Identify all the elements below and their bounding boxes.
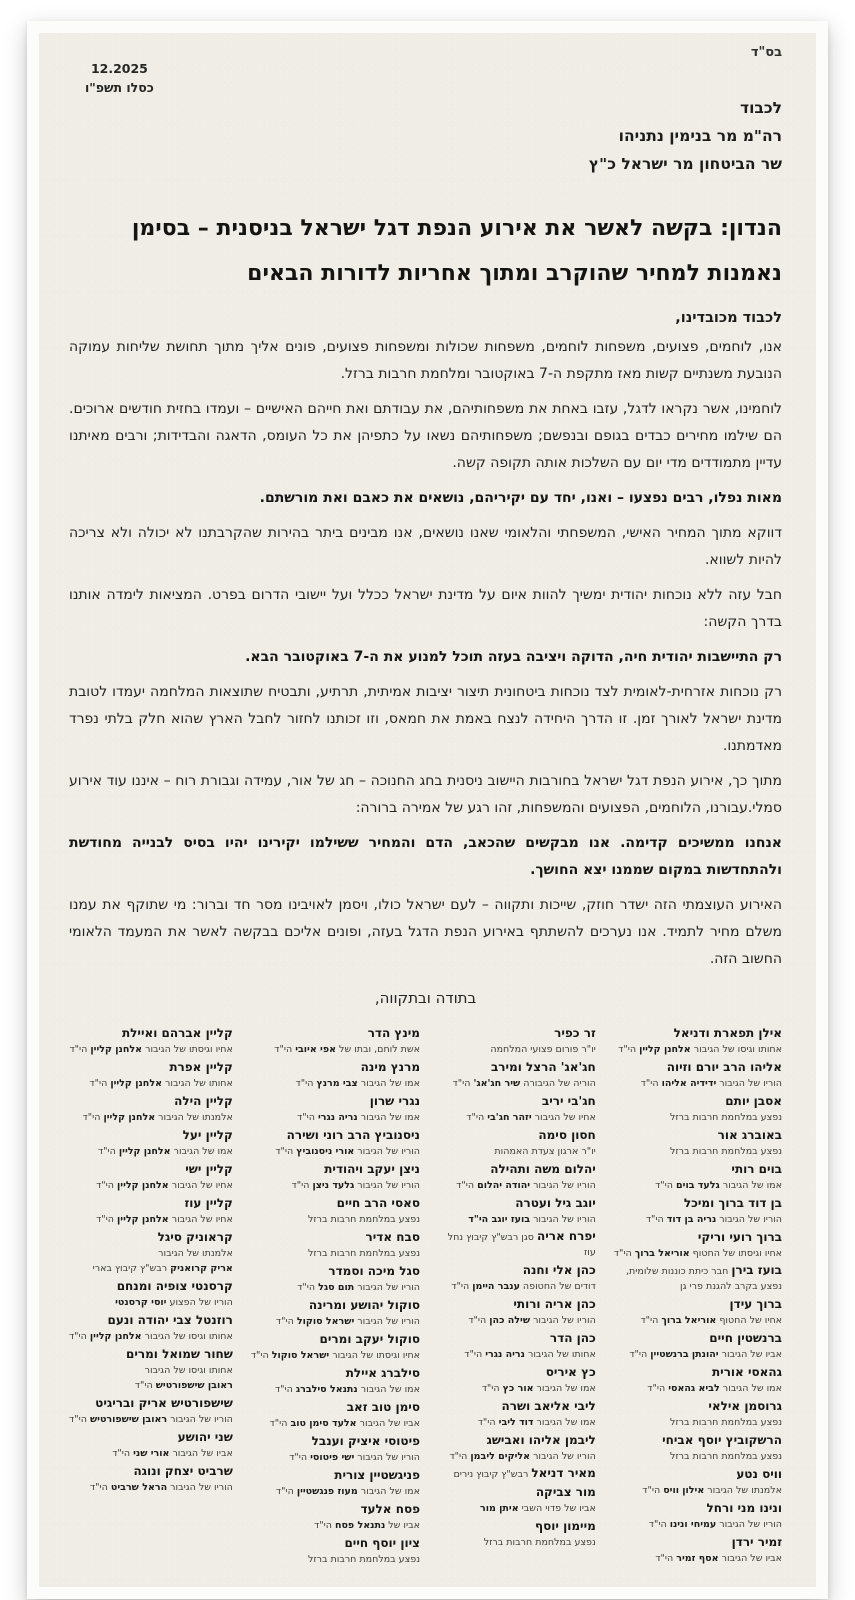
signatory-name: חסון סימה: [538, 1128, 596, 1142]
signatory-entry: [438, 1195, 596, 1227]
signatory-name: פיטוסי איציק וענבל: [311, 1434, 420, 1448]
signatory-name: סילברג איילת: [345, 1366, 420, 1380]
signatory-entry: [438, 1432, 596, 1464]
signatory-description: נפצע במלחמת חרבות ברזל: [307, 1248, 420, 1259]
recipient-block: [69, 94, 782, 178]
signatory-name: אסבן יותם: [725, 1094, 782, 1108]
signatory-name: יוגב גיל ועטרה: [515, 1196, 596, 1210]
signatory-entry: [69, 1278, 233, 1310]
bsd-mark: בס"ד: [750, 45, 782, 60]
signatory-entry: [69, 1346, 233, 1393]
subject-title: הנדון: בקשה לאשר את אירוע הנפת דגל ישראל בניסנית – בסימן נאמנות למחיר שהוקרב ומתוך אחריות לדורות הבאים: [131, 216, 782, 286]
signatory-name: קליין עוז: [184, 1196, 233, 1210]
signatory-name: ברנשטין חיים: [709, 1331, 782, 1345]
signatory-entry: [438, 1296, 596, 1328]
signatory-description: אחיו של הגיבור יזהר חג'בי הי"ד: [466, 1112, 596, 1123]
recipient-line-honorific: לכבוד: [739, 99, 782, 117]
signatory-description: אחיו של החטוף אוריאל ברוך הי"ד: [640, 1315, 782, 1326]
signatories-column: [614, 1025, 782, 1569]
letter-paragraph: לוחמינו, אשר נקראו לדגל, עזבו באחת את משפחותיהם, את עבודתם ואת חייהם האישיים – ועמדו בחזית חודשים ארוכים. הם שילמו מחירים כבדים בגופם ובנפשם; משפחותיהם נשאו על כתפיהן את כל העומס, הדאגה והבדידות; ורבים מאיתנו עדיין מתמודדים מדי יום עם השלכות אותה תקופה קשה.: [69, 401, 782, 471]
signatory-description: אחיו של הגיבור אלחנן קליין הי"ד: [96, 1214, 233, 1225]
signatory-entry: [614, 1398, 782, 1430]
signatory-description: נפצע במלחמת חרבות ברזל: [669, 1417, 782, 1428]
signatory-name: נגרי שרון: [369, 1094, 420, 1108]
signatory-name: מאיר דניאל: [531, 1466, 596, 1480]
signatory-name: כהן אריה ורותי: [513, 1297, 596, 1311]
signatory-description: דודים של החטופה ענבר היימן הי"ד: [451, 1281, 596, 1292]
signatory-description: אחיו וגיסתו של החטוף אוריאל ברוך הי"ד: [613, 1248, 782, 1259]
signatory-entry: [614, 1059, 782, 1091]
signatory-name: הרשקוביץ יוסף אביחי: [662, 1433, 782, 1447]
signatory-name: ברוך עידן: [729, 1297, 782, 1311]
signatory-description: הוריו של הגיבור אורי ניסנוביץ הי"ד: [275, 1146, 420, 1157]
signatory-description: הוריה של הגיבורה שיר חג'אג' הי"ד: [452, 1078, 596, 1089]
signatory-name: אליהו הרב יורם וזיוה: [666, 1060, 782, 1074]
signatory-entry: [69, 1229, 233, 1276]
signatory-entry: [69, 1127, 233, 1159]
signatory-description: נפצע במלחמת חרבות ברזל: [669, 1146, 782, 1157]
signatory-name: ציון יוסף חיים: [344, 1536, 420, 1550]
signatory-entry: [438, 1330, 596, 1362]
signatory-description: אביו של הגיבור אסף זמיר הי"ד: [655, 1553, 782, 1564]
signatory-description: הוריו של הגיבור ישראל סוקול הי"ד: [275, 1316, 420, 1327]
signatory-name: קליין יעל: [182, 1128, 233, 1142]
letter-paragraph: חבל עזה ללא נוכחות יהודית ימשיך להוות איום על מדינת ישראל ככלל ועל יישובי הדרום בפרט. המציאות לימדה אותנו בדרך הקשה:: [69, 587, 782, 630]
signatory-description: הוריו של הגיבור נריה בן דוד הי"ד: [645, 1214, 782, 1225]
signatory-entry: [251, 1433, 420, 1465]
signatory-entry: [438, 1364, 596, 1396]
signatory-description: הוריו של הגיבור עמיחי ונינו הי"ד: [648, 1519, 782, 1530]
signatory-entry: [438, 1059, 596, 1091]
signatory-inline: בועז בירן חבר כיתת כוננות שלומית, נפצע בקרב להגנת פרי גן: [626, 1263, 782, 1292]
signatory-description: הוריו של הגיבור הראל שרביט הי"ד: [90, 1482, 233, 1493]
signatory-name: גהאסי אורית: [711, 1365, 782, 1379]
letter-paragraph: רק נוכחות אזרחית-לאומית לצד נוכחות ביטחונית תיצור יציבות אמיתית, תרתיע, ותבטיח שתוצאות המלחמה יעמדו לטובת מדינת ישראל לאורך זמן. זו הדרך היחידה לנצח באמת את חמאס, וזו זכותנו לחזור לחבל הארץ שהוא חלק בלתי נפרד מאדמתנו.: [69, 684, 782, 754]
signatory-entry: [251, 1229, 420, 1261]
signatory-description: הוריו של הגיבור גלעד ניצן הי"ד: [291, 1180, 420, 1191]
signatory-name: חג'בי יריב: [541, 1094, 596, 1108]
signatory-description: אלמנתו של הגיבור אלחנן קליין הי"ד: [82, 1112, 233, 1123]
letter-sheet: [39, 33, 816, 1587]
signatory-name: מרנץ מינה: [360, 1060, 420, 1074]
signatory-entry: [614, 1364, 782, 1396]
signatory-name: ברוך רועי וריקי: [697, 1230, 782, 1244]
letter-document: [27, 21, 828, 1599]
signatory-name: זמיר ירדן: [731, 1535, 782, 1549]
signatory-name: קראוניק סיגל: [157, 1230, 233, 1244]
signatory-entry: [614, 1466, 782, 1498]
signatory-entry: [438, 1127, 596, 1159]
signatory-description: אביו של הגיבור אלעד סימן טוב הי"ד: [269, 1418, 420, 1429]
signatory-entry: [251, 1059, 420, 1091]
signatory-description: אביו של נתנאל פסח הי"ד: [314, 1520, 420, 1531]
signatory-name: פסח אלעד: [360, 1502, 420, 1516]
signatory-entry: [251, 1297, 420, 1329]
signatory-entry: [614, 1161, 782, 1193]
signatory-entry: [251, 1025, 420, 1057]
signatory-entry: [251, 1331, 420, 1363]
signatory-entry: [251, 1127, 420, 1159]
signatory-name: גרוסמן אילאי: [708, 1399, 782, 1413]
signatory-description: אלמנתו של הגיבור אילון וויס הי"ד: [642, 1485, 782, 1496]
signatory-name: ניצן יעקב ויהודית: [324, 1162, 420, 1176]
signatory-name: אילן תפארת ודניאל: [673, 1026, 782, 1040]
signatory-name: קליין ישי: [185, 1162, 233, 1176]
signatory-entry: [251, 1263, 420, 1295]
signatory-entry: [614, 1432, 782, 1464]
signatory-entry: [614, 1127, 782, 1159]
signatory-name: קליין הילה: [174, 1094, 233, 1108]
signatory-entry: [251, 1467, 420, 1499]
signatory-description: הוריו של הגיבור אליקים ליבמן הי"ד: [449, 1451, 596, 1462]
signatories-column: [69, 1025, 233, 1569]
signatory-entry: [614, 1500, 782, 1532]
signatory-entry: [69, 1312, 233, 1344]
signatory-name: מינץ הדר: [367, 1026, 420, 1040]
signatory-entry: [438, 1484, 596, 1516]
signatory-entry: [251, 1535, 420, 1567]
signatory-inline: מאיר דניאל רבש"ץ קיבוץ נירים: [453, 1466, 596, 1480]
signatory-entry: [438, 1398, 596, 1430]
signatory-name: סימן טוב זאב: [346, 1400, 420, 1414]
signatory-description: אמו של הגיבור צבי מרנץ הי"ד: [295, 1078, 420, 1089]
signatory-description: יו"ר ארגון צעדת האמהות: [494, 1146, 596, 1157]
signatory-description: אמו של הגיבור נריה נגרי הי"ד: [297, 1112, 420, 1123]
signatory-description: אחותו וגיסו של הגיבור אלחנן קליין הי"ד: [69, 1331, 233, 1342]
signatory-name: יפרח אריה: [536, 1229, 596, 1243]
signatory-entry: [251, 1501, 420, 1533]
signatory-entry: [69, 1195, 233, 1227]
signatory-description: אשת לוחם, ובתו של אפי איובי הי"ד: [274, 1044, 420, 1055]
signatory-entry: [251, 1195, 420, 1227]
signatory-entry: [251, 1161, 420, 1193]
signatory-name: קרסנטי צופיה ומנחם: [116, 1279, 233, 1293]
signatory-description: נפצע במלחמת חרבות ברזל: [307, 1214, 420, 1225]
signatory-description: הוריו של הגיבור תום סגל הי"ד: [297, 1282, 420, 1293]
signatory-name: סבח אדיר: [365, 1230, 420, 1244]
signatory-description: אחיו וגיסתו של הגיבור אלחנן קליין הי"ד: [69, 1044, 233, 1055]
date-gregorian: 12.2025: [90, 61, 148, 76]
signatory-name: סוקול יהושע ומרינה: [308, 1298, 420, 1312]
signatory-name: ליבמן אליהו ואבישג: [486, 1433, 596, 1447]
signatory-name: כהן הדר: [549, 1331, 596, 1345]
signatory-description: אחותו של הגיבור אלחנן קליין הי"ד: [89, 1078, 233, 1089]
signatory-description: אחותו של הגיבור נריה נגרי הי"ד: [464, 1349, 596, 1360]
signatory-inline: יפרח אריה סגן רבש"ץ קיבוץ נחל עוז: [447, 1229, 596, 1258]
signatory-entry: [438, 1466, 596, 1482]
signatory-name: בועז בירן: [731, 1263, 782, 1277]
signatory-entry: [438, 1518, 596, 1550]
signatory-description: נפצע במלחמת חרבות ברזל: [669, 1451, 782, 1462]
signatory-description: אמו של הגיבור אור כץ הי"ד: [481, 1383, 596, 1394]
signatory-description: אמו של הגיבור אלחנן קליין הי"ד: [97, 1146, 233, 1157]
letter-paragraph: מאות נפלו, רבים נפצעו – ואנו, יחד עם יקיריהם, נושאים את כאבם ואת מורשתם.: [259, 490, 782, 506]
signatory-description: אמו של הגיבור מעוז פנגשטיין הי"ד: [275, 1486, 420, 1497]
signatory-description: אביו של פדוי השבי איתן מור: [480, 1503, 596, 1514]
signatories-column: [438, 1025, 596, 1569]
signatory-description: אביו של הגיבור אורי שני הי"ד: [112, 1448, 233, 1459]
signatory-description: הוריו של הפצוע יוסי קרסנטי: [115, 1297, 233, 1308]
signatory-name: זר כפיר: [554, 1026, 596, 1040]
signatory-description: אלמנתו של הגיבור: [158, 1248, 233, 1259]
signatory-description: אחיו של הגיבור אלחנן קליין הי"ד: [96, 1180, 233, 1191]
signatory-name: פניגשטיין צורית: [334, 1468, 420, 1482]
letter-paragraph: אנחנו ממשיכים קדימה. אנו מבקשים שהכאב, הדם והמחיר ששילמו יקירינו יהיו בסיס לבנייה מחודשת ולהתחדשות במקום שממנו יצא החושך.: [69, 835, 782, 878]
signatory-description: אמו של הגיבור לביא גהאסי הי"ד: [647, 1383, 782, 1394]
signatory-name: כץ איריס: [545, 1365, 596, 1379]
signatory-description: אביו של הגיבור יהונתן ברנשטיין הי"ד: [629, 1349, 782, 1360]
recipient-line-defense-minister: שר הביטחון מר ישראל כ"ץ: [588, 155, 782, 173]
signatory-entry: [251, 1365, 420, 1397]
signatory-entry: [614, 1195, 782, 1227]
signatory-name: ונינו מני ורחל: [706, 1501, 782, 1515]
signatories-column: [251, 1025, 420, 1569]
signatory-entry: [69, 1395, 233, 1427]
signatory-entry: [251, 1399, 420, 1431]
signatory-entry: [251, 1093, 420, 1125]
signatory-description: אחיו וגיסתו של הגיבור ישראל סוקול הי"ד: [250, 1350, 420, 1361]
signatory-name: וויס נטע: [736, 1467, 782, 1481]
signatory-name: ליבי אליאב ושרה: [501, 1399, 596, 1413]
signatory-description: אמו של הגיבור נתנאל סילברג הי"ד: [274, 1384, 420, 1395]
signatory-entry: [614, 1330, 782, 1362]
signatory-name: שחור שמואל ומרים: [126, 1347, 233, 1361]
signatory-entry: [438, 1093, 596, 1125]
closing-line: בתודה ובתקווה,: [374, 989, 477, 1007]
signatory-name: שני יהושע: [177, 1430, 233, 1444]
signatory-description: נפצע במלחמת חרבות ברזל: [307, 1554, 420, 1565]
signatory-description: אחותו וגיסו של הגיבור אלחנן קליין הי"ד: [618, 1044, 782, 1055]
signatory-description: ראובן שישפורטיש הי"ד: [134, 1380, 233, 1391]
signatory-entry: [438, 1229, 596, 1260]
signatory-entry: [69, 1059, 233, 1091]
signatory-description: נפצע במלחמת חרבות ברזל: [483, 1537, 596, 1548]
signatory-name: בוים רותי: [731, 1162, 782, 1176]
signatory-entry: [69, 1025, 233, 1057]
signatory-entry: [614, 1025, 782, 1057]
signatory-name: מור צביקה: [535, 1485, 596, 1499]
signatory-description: הוריו של הגיבור ידידיה אליהו הי"ד: [640, 1078, 782, 1089]
signatory-name: סוקול יעקב ומרים: [319, 1332, 420, 1346]
signatory-entry: [614, 1229, 782, 1261]
signatory-name: קליין אברהם ואיילת: [121, 1026, 233, 1040]
signatory-name: שישפורטיש אריק ובריגיט: [95, 1396, 233, 1410]
signatory-description: אמו של הגיבור דוד ליבי הי"ד: [477, 1417, 596, 1428]
signatory-name: באוברג אור: [717, 1128, 782, 1142]
signatory-description: הוריו של הגיבור יהודה יהלום הי"ד: [456, 1180, 596, 1191]
signatory-description: הוריו של הגיבור ראובן שישפורטיש הי"ד: [69, 1414, 233, 1425]
signatory-name: כהן אלי וחנה: [522, 1263, 596, 1277]
signatory-entry: [438, 1025, 596, 1057]
letter-paragraph: רק התיישבות יהודית חיה, הדוקה ויציבה בעזה תוכל למנוע את ה-7 באוקטובר הבא.: [245, 649, 782, 665]
letter-paragraph: מתוך כך, אירוע הנפת דגל ישראל בחורבות היישוב ניסנית בחג החנוכה – חג של אור, עמידה וגבורת רוח – איננו עוד אירוע סמלי.עבורנו, הלוחמים, הפצועים והמשפחות, זהו רגע של אמירה ברורה:: [69, 773, 782, 816]
letter-body: [69, 334, 782, 973]
signatory-name: סגל מיכה וסמדר: [328, 1264, 420, 1278]
signatory-description: אריק קרואניק רבש"ץ קיבוץ בארי: [92, 1263, 233, 1274]
letter-paragraph: אנו, לוחמים, פצועים, משפחות לוחמים, משפחות שכולות ומשפחות פצועים, פונים אליך מתוך תחושת שליחות עמוקה הנובעת משנתיים קשות מאז מתקפת ה-7 באוקטובר ומלחמת חרבות ברזל.: [69, 339, 782, 382]
date-block: [85, 59, 154, 97]
signatory-name: מיימון יוסף: [535, 1519, 596, 1533]
salutation: לכבוד מכובדינו,: [675, 310, 782, 326]
date-hebrew: כסלו תשפ"ו: [85, 80, 154, 95]
signatory-description: אחותו וגיסו של הגיבור: [144, 1365, 233, 1376]
signatory-name: רוזנטל צבי יהודה ונעם: [107, 1313, 233, 1327]
signatory-description: נפצע במלחמת חרבות ברזל: [669, 1112, 782, 1123]
signatory-entry: [614, 1093, 782, 1125]
signatory-name: קליין אפרת: [169, 1060, 233, 1074]
signatory-entry: [614, 1534, 782, 1566]
signatory-entry: [69, 1429, 233, 1461]
signatory-entry: [69, 1463, 233, 1495]
signatory-description: יו"ר פורום פצועי המלחמה: [490, 1044, 596, 1055]
letter-paragraph: האירוע העוצמתי הזה ישדר חוזק, שייכות ותקווה – לעם ישראל כולו, ויסמן לאויבינו מסר חד וברור: מי שתוקף את עמנו משלם מחיר לתמיד. אנו נערכים להשתתף באירוע הנפת הדגל בעזה, ופונים אליכם בבקשה לאשר את המעמד הלאומי החשוב הזה.: [69, 897, 782, 967]
signatory-description: אמו של הגיבור גלעד בוים הי"ד: [655, 1180, 782, 1191]
signatory-name: ניסנוביץ הרב רוני ושירה: [286, 1128, 420, 1142]
signatory-name: שרביט יצחק ונוגה: [133, 1464, 233, 1478]
signatory-name: בן דוד ברוך ומיכל: [683, 1196, 782, 1210]
signatory-name: סאסי הרב חיים: [336, 1196, 420, 1210]
signatory-entry: [69, 1093, 233, 1125]
signatory-entry: [614, 1296, 782, 1328]
signatory-entry: [69, 1161, 233, 1193]
signatory-entry: [438, 1161, 596, 1193]
signatory-description: הוריו של הגיבור שילה כהן הי"ד: [468, 1315, 596, 1326]
signatory-name: חג'אג' הרצל ומירב: [490, 1060, 596, 1074]
letter-paragraph: דווקא מתוך המחיר האישי, המשפחתי והלאומי שאנו נושאים, אנו מבינים ביתר בהירות שהקרבתנו לא יכולה ולא צריכה להיות לשווא.: [69, 525, 782, 568]
signatory-description: הוריו של הגיבור ישי פיטוסי הי"ד: [289, 1452, 420, 1463]
signatories-grid: [69, 1025, 782, 1569]
signatory-description: הוריו של הגיבור בועז יוגב הי"ד: [468, 1214, 596, 1225]
recipient-line-pm: רה"מ מר בנימין נתניהו: [618, 127, 782, 145]
signatory-entry: [438, 1262, 596, 1294]
signatory-entry: [614, 1263, 782, 1294]
signatory-name: יהלום משה ותהילה: [490, 1162, 596, 1176]
